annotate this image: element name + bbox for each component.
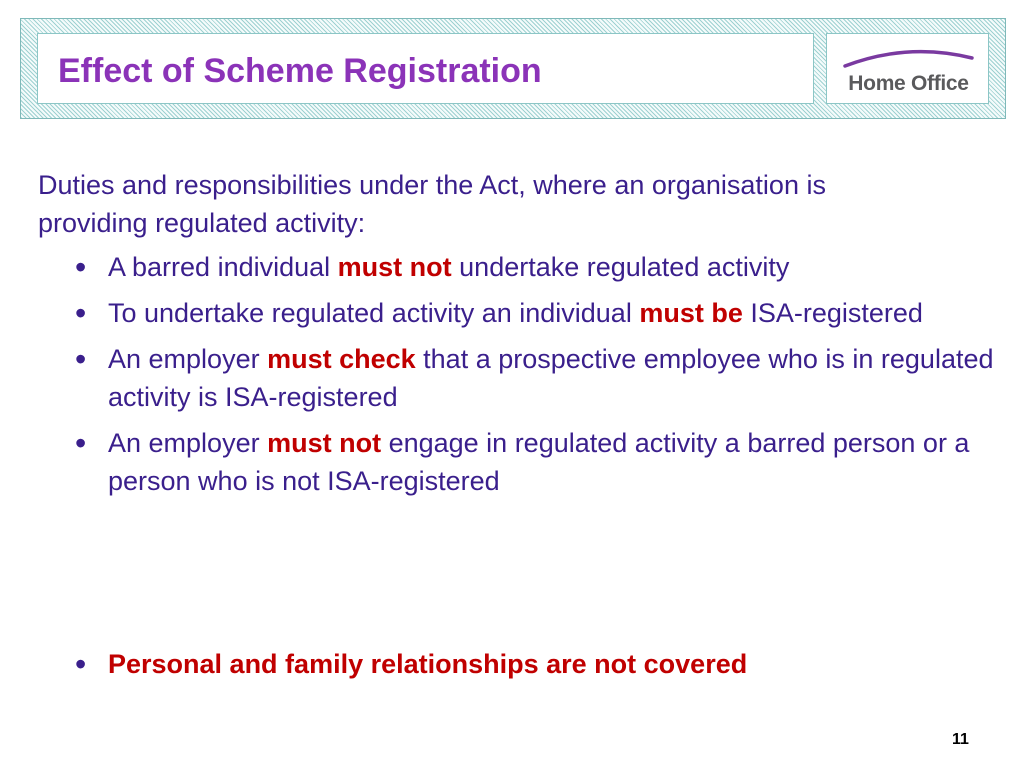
final-bullet-text: Personal and family relationships are not covered xyxy=(108,649,748,679)
bullet-item xyxy=(38,248,998,286)
bullet-emphasis: must not xyxy=(337,252,452,282)
bullet-text: undertake regulated activity xyxy=(451,252,790,282)
bullet-item xyxy=(38,424,998,500)
bullet-emphasis: must be xyxy=(639,298,743,328)
bullet-icon: • xyxy=(75,646,87,682)
home-office-logo xyxy=(826,33,989,104)
bullet-emphasis: must check xyxy=(267,344,416,374)
title-box xyxy=(37,33,814,104)
page-number: 11 xyxy=(952,731,969,748)
logo-arc-icon xyxy=(843,48,974,70)
bullet-text: ISA-registered xyxy=(742,298,923,328)
bullet-item xyxy=(38,294,998,332)
slide-body xyxy=(38,166,998,508)
bullet-icon: • xyxy=(75,249,87,285)
bullet-icon: • xyxy=(75,425,87,461)
bullet-list xyxy=(38,248,998,500)
bullet-text: To undertake regulated activity an individual xyxy=(108,298,640,328)
bullet-text: An employer xyxy=(108,344,268,374)
bullet-text: An employer xyxy=(108,428,268,458)
bullet-emphasis: must not xyxy=(267,428,382,458)
intro-text: Duties and responsibilities under the Act, where an organisation is providing regulated activity: xyxy=(38,170,826,238)
logo-text: Home Office xyxy=(848,72,969,95)
bullet-icon: • xyxy=(75,295,87,331)
bullet-text: that a prospective employee who is in regulated activity is ISA-registered xyxy=(108,344,994,412)
bullet-text: engage in regulated activity a barred person or a person who is not ISA-registered xyxy=(108,428,970,496)
bullet-text: A barred individual xyxy=(108,252,338,282)
bullet-icon: • xyxy=(75,341,87,377)
slide-title: Effect of Scheme Registration xyxy=(58,52,542,90)
bullet-item xyxy=(38,340,998,416)
